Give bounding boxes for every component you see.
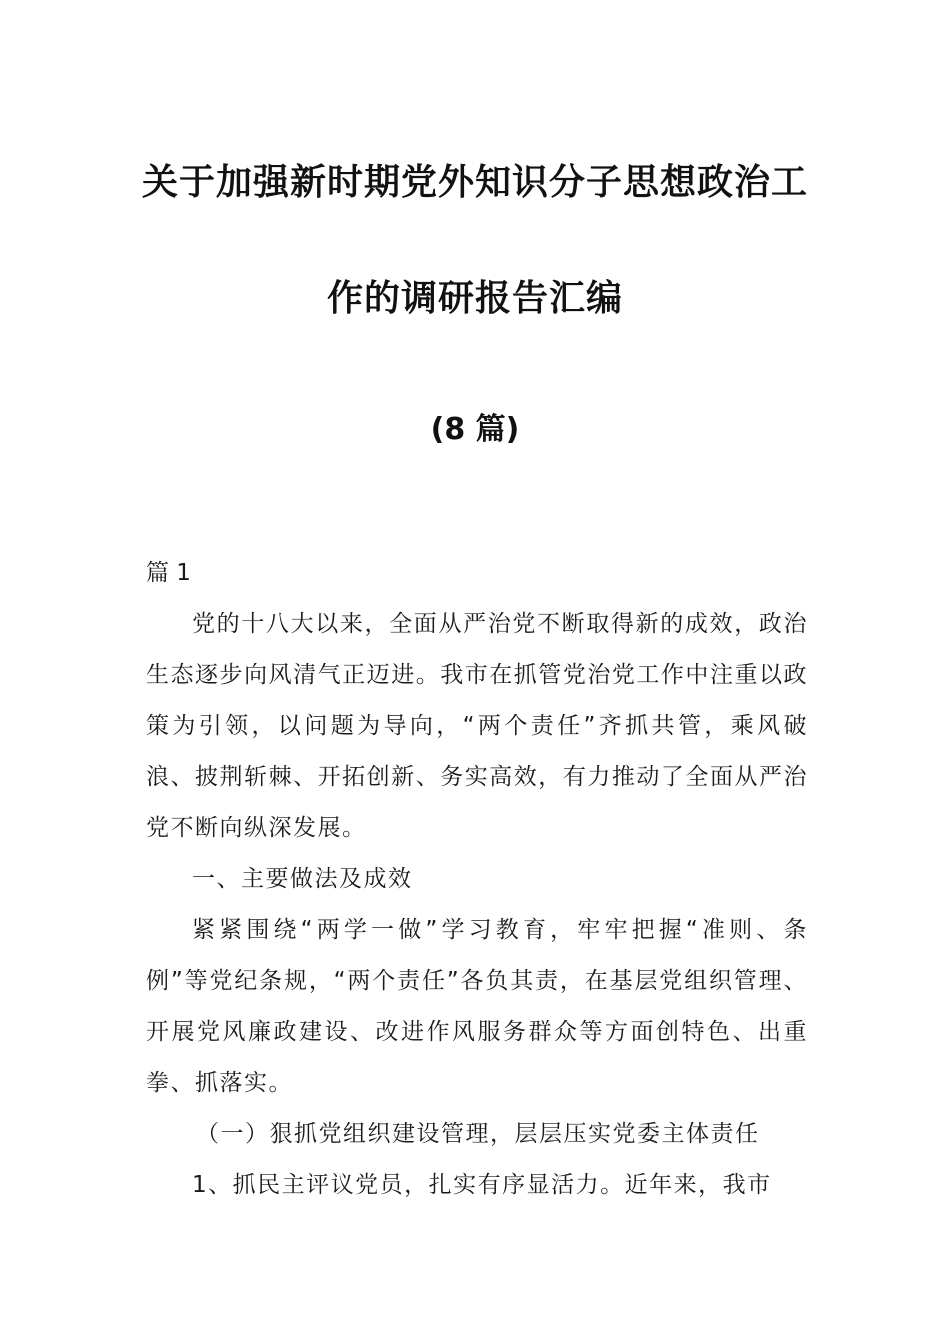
section-heading: 一、主要做法及成效 — [192, 866, 413, 892]
document-subtitle: (8 篇) — [430, 412, 520, 447]
document-body — [146, 548, 808, 1211]
document-title-line-2: 作的调研报告汇编 — [326, 277, 623, 319]
document-title-line-1: 关于加强新时期党外知识分子思想政治工 — [141, 161, 808, 203]
body-paragraph: 1、抓民主评议党员，扎实有序显活力。近年来，我市 — [192, 1172, 772, 1198]
body-paragraph: 党的十八大以来，全面从严治党不断取得新的成效，政治生态逐步向风清气正迈进。我市在抓管党治党工作中注重以政策为引领，以问题为导向，“两个责任”齐抓共管，乘风破浪、披荆斩棘、开拓创新、务实高效，有力推动了全面从严治党不断向纵深发展。 — [146, 611, 808, 841]
body-paragraph: 紧紧围绕“两学一做”学习教育，牢牢把握“准则、条例”等党纪条规，“两个责任”各负其责，在基层党组织管理、开展党风廉政建设、改进作风服务群众等方面创特色、出重拳、抓落实。 — [146, 917, 808, 1096]
section-label: 篇 1 — [146, 560, 191, 586]
sub-section-heading: （一）狠抓党组织建设管理，层层压实党委主体责任 — [196, 1121, 760, 1147]
